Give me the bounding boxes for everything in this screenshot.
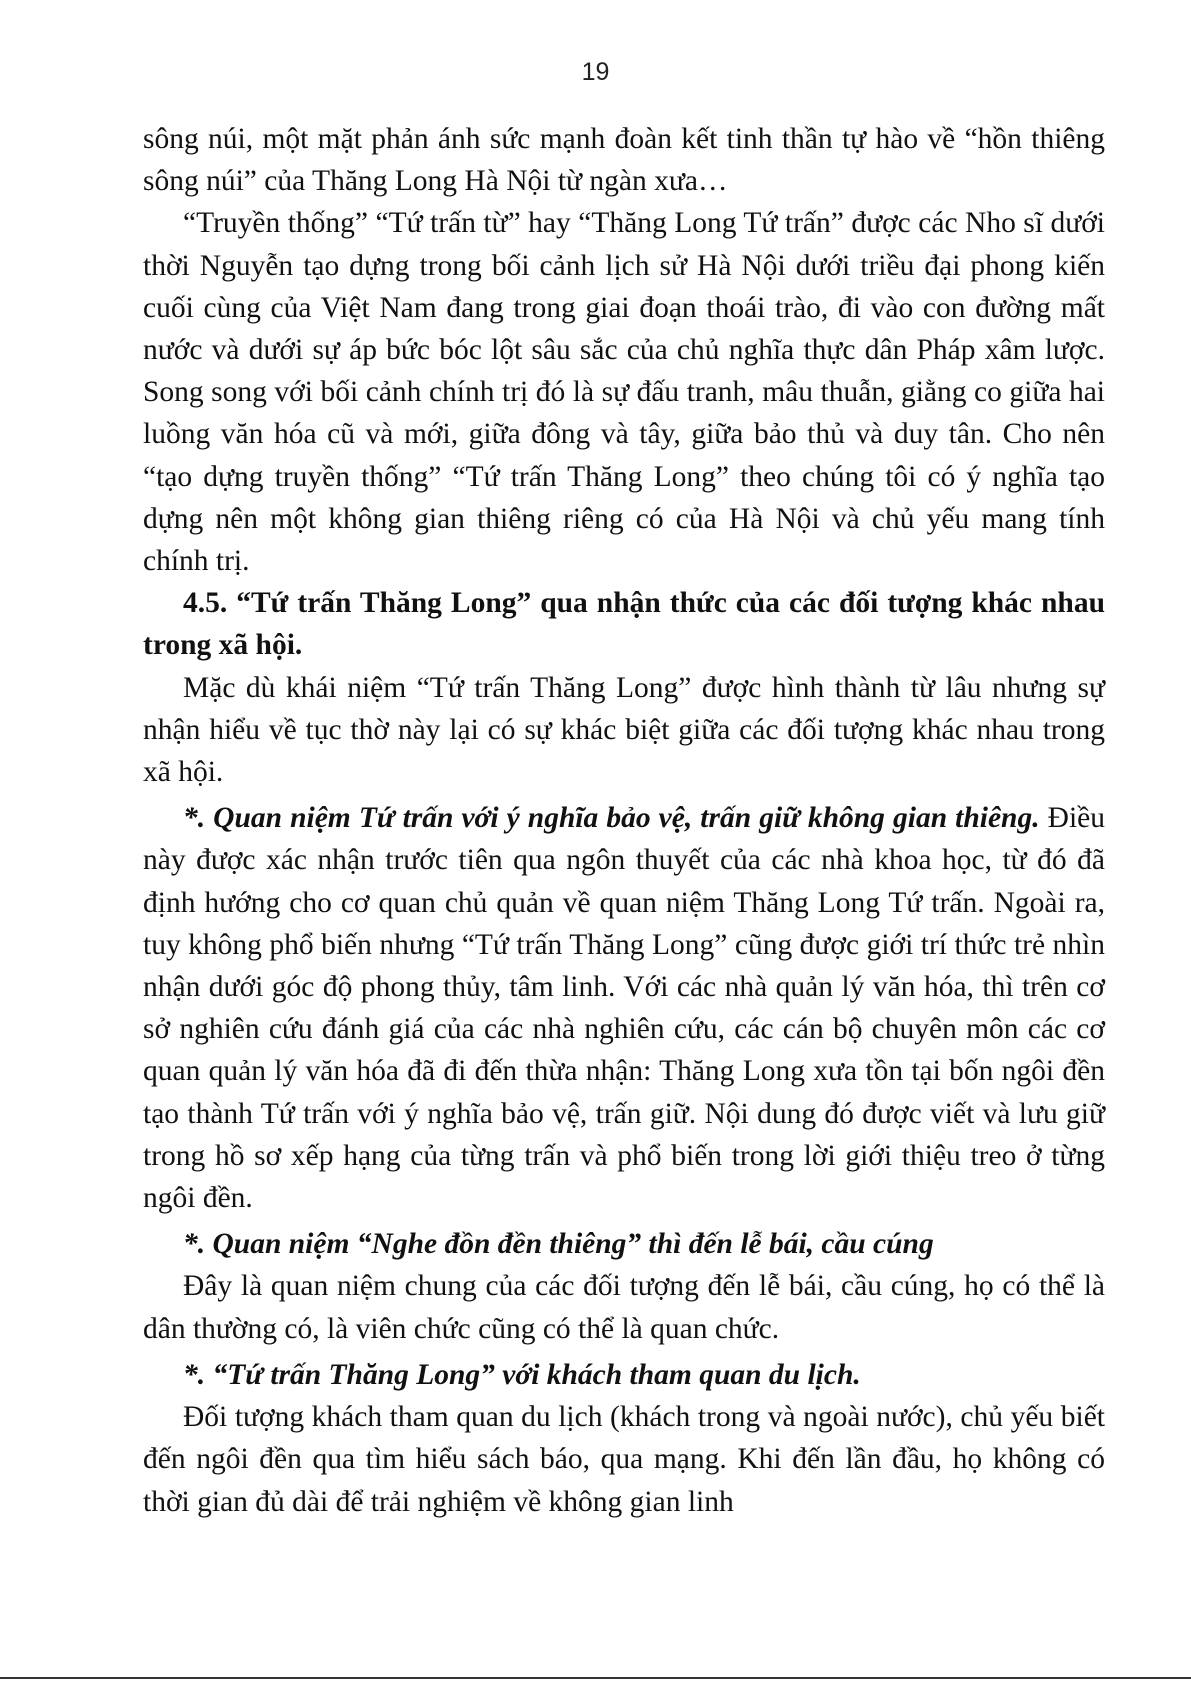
paragraph-continuation: sông núi, một mặt phản ánh sức mạnh đoàn kết tinh thần tự hào về “hồn thiêng sông núi” của Thăng Long Hà Nội từ ngàn xưa… — [143, 123, 1105, 198]
subheading-tourism: *. “Tứ trấn Thăng Long” với khách tham quan du lịch. — [183, 1358, 861, 1391]
page-number: 19 — [581, 58, 610, 86]
section-heading: 4.5. “Tứ trấn Thăng Long” qua nhận thức của các đối tượng khác nhau trong xã hội. — [143, 587, 1105, 662]
paragraph-tradition: “Truyền thống” “Tứ trấn từ” hay “Thăng Long Tứ trấn” được các Nho sĩ dưới thời Nguyễn tạo dựng trong bối cảnh lịch sử Hà Nội dưới triều đại phong kiến cuối cùng của Việt Nam đang trong giai đoạn thoái trào, đi vào con đường mất nước và dưới sự áp bức bóc lột sâu sắc của chủ nghĩa thực dân Pháp xâm lược. Song song với bối cảnh chính trị đó là sự đấu tranh, mâu thuẫn, giằng co giữa hai luồng văn hóa cũ và mới, giữa đông và tây, giữa bảo thủ và duy tân. Cho nên “tạo dựng truyền thống” “Tứ trấn Thăng Long” theo chúng tôi có ý nghĩa tạo dựng nên một không gian thiêng riêng có của Hà Nội và chủ yếu mang tính chính trị. — [143, 207, 1105, 578]
body-text — [143, 118, 1105, 1523]
protection-concept-text: Điều này được xác nhận trước tiên qua ngôn thuyết của các nhà khoa học, từ đó đã định hướng cho cơ quan chủ quản về quan niệm Thăng Long Tứ trấn. Ngoài ra, tuy không phổ biến nhưng “Tứ trấn Thăng Long” cũng được giới trí thức trẻ nhìn nhận dưới góc độ phong thủy, tâm linh. Với các nhà quản lý văn hóa, thì trên cơ sở nghiên cứu đánh giá của các nhà nghiên cứu, các cán bộ chuyên môn các cơ quan quản lý văn hóa đã đi đến thừa nhận: Thăng Long xưa tồn tại bốn ngôi đền tạo thành Tứ trấn với ý nghĩa bảo vệ, trấn giữ. Nội dung đó được viết và lưu giữ trong hồ sơ xếp hạng của từng trấn và phổ biến trong lời giới thiệu treo ở từng ngôi đền. — [143, 802, 1105, 1215]
subheading-worship: *. Quan niệm “Nghe đồn đền thiêng” thì đến lễ bái, cầu cúng — [183, 1228, 934, 1261]
paragraph-tourism: Đối tượng khách tham quan du lịch (khách trong và ngoài nước), chủ yếu biết đến ngôi đền qua tìm hiểu sách báo, qua mạng. Khi đến lần đầu, họ không có thời gian đủ dài để trải nghiệm về không gian linh — [143, 1401, 1105, 1518]
bottom-rule — [0, 1677, 1191, 1679]
paragraph-worship: Đây là quan niệm chung của các đối tượng đến lễ bái, cầu cúng, họ có thể là dân thường có, là viên chức cũng có thể là quan chức. — [143, 1270, 1105, 1345]
paragraph-protection-concept — [143, 797, 1105, 1219]
paragraph-perception: Mặc dù khái niệm “Tứ trấn Thăng Long” được hình thành từ lâu nhưng sự nhận hiểu về tục thờ này lại có sự khác biệt giữa các đối tượng khác nhau trong xã hội. — [143, 671, 1105, 789]
subheading-protection: *. Quan niệm Tứ trấn với ý nghĩa bảo vệ, trấn giữ không gian thiêng. — [183, 802, 1040, 835]
